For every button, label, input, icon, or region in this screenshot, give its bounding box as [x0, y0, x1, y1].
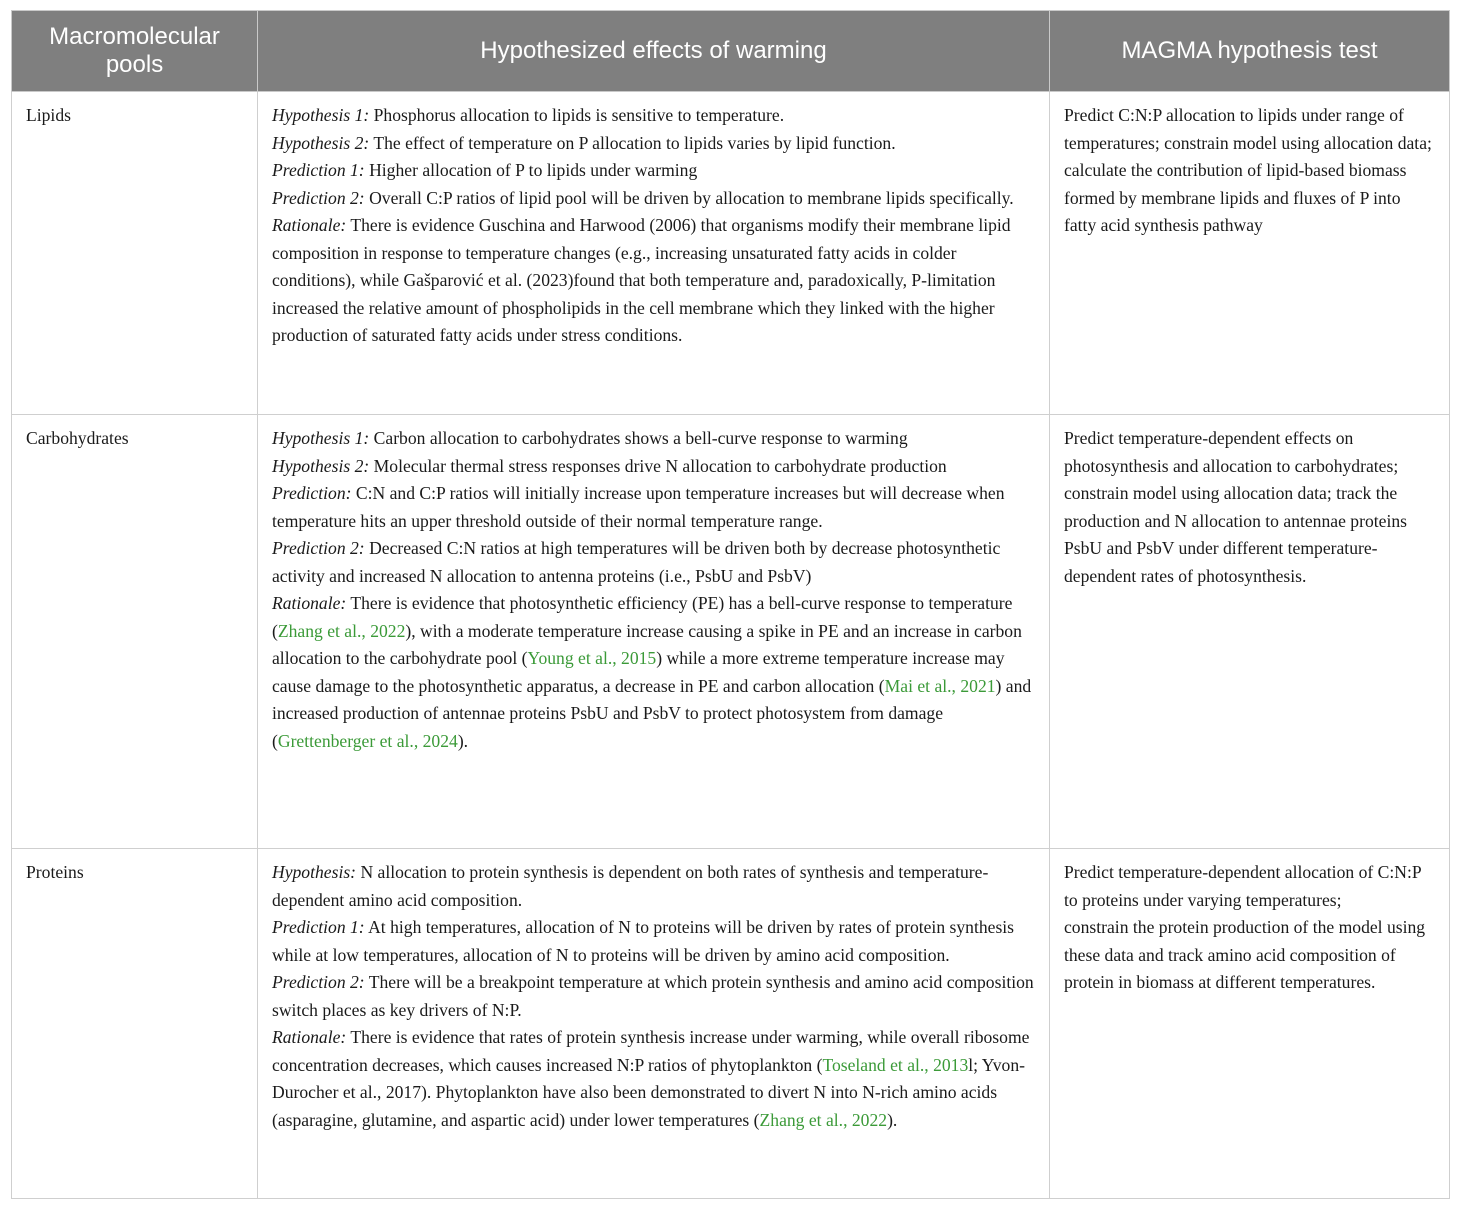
entry: Rationale: There is evidence that photosynthetic efficiency (PE) has a bell-curve response to temperature (Zhang et al., 2022), with a moderate temperature increase causing a spike in PE and an increase in carbon allocation to the carbohydrate pool (Young et al., 2015) while a more extreme temperature increase may cause damage to the photosynthetic apparatus, a decrease in PE and carbon allocation (Mai et al., 2021) and increased production of antennae proteins PsbU and PsbV to protect photosystem from damage (Grettenberger et al., 2024). [272, 593, 1032, 751]
entry: Prediction 2: Decreased C:N ratios at high temperatures will be driven both by decrease photosynthetic activity and increased N allocation to antenna proteins (i.e., PsbU and PsbV) [272, 538, 1001, 586]
entry: Prediction: C:N and C:P ratios will initially increase upon temperature increases but will decrease when temperature hits an upper threshold outside of their normal temperature range. [272, 483, 1005, 531]
test-text: Predict temperature-dependent allocation of C:N:P to proteins under varying temperatures; [1064, 862, 1421, 910]
magma-test-cell [1050, 92, 1450, 415]
entry: Rationale: There is evidence Guschina and Harwood (2006) that organisms modify their membrane lipid composition in response to temperature changes (e.g., increasing unsaturated fatty acids in colder conditions), while Gašparović et al. (2023)found that both temperature and, paradoxically, P-limitation increased the relative amount of phospholipids in the cell membrane which they linked with the higher production of saturated fatty acids under stress conditions. [272, 215, 1011, 345]
test-text: Predict temperature-dependent effects on photosynthesis and allocation to carbohydrates; constrain model using allocation data; track the production and N allocation to antennae proteins PsbU and PsbV under different temperature-dependent rates of photosynthesis. [1064, 428, 1407, 586]
pool-name: Carbohydrates [12, 415, 258, 849]
entry: Rationale: There is evidence that rates of protein synthesis increase under warming, while overall ribosome concentration decreases, which causes increased N:P ratios of phytoplankton (Toseland et al., 2013l; Yvon-Durocher et al., 2017). Phytoplankton have also been demonstrated to divert N into N-rich amino acids (asparagine, glutamine, and aspartic acid) under lower temperatures (Zhang et al., 2022). [272, 1027, 1030, 1130]
header-magma-test: MAGMA hypothesis test [1050, 11, 1450, 92]
citation-link[interactable]: Mai et al., 2021 [884, 675, 996, 696]
header-row [12, 11, 1450, 92]
citation-link[interactable]: Zhang et al., 2022 [277, 620, 406, 641]
header-macromolecular-pools: Macromolecular pools [12, 11, 258, 92]
entry: Prediction 2: There will be a breakpoint temperature at which protein synthesis and amino acid composition switch places as key drivers of N:P. [272, 972, 1034, 1020]
entry: Hypothesis 1: Phosphorus allocation to lipids is sensitive to temperature. [272, 105, 785, 125]
test-text: Predict C:N:P allocation to lipids under range of temperatures; constrain model using allocation data; calculate the contribution of lipid-based biomass formed by membrane lipids and fluxes of P into fatty acid synthesis pathway [1064, 105, 1432, 235]
table-row-lipids [12, 92, 1450, 415]
table-row-carbohydrates [12, 415, 1450, 849]
pool-name: Proteins [12, 849, 258, 1199]
pool-name: Lipids [12, 92, 258, 415]
magma-test-cell [1050, 415, 1450, 849]
test-text: constrain the protein production of the model using these data and track amino acid composition of protein in biomass at different temperatures. [1064, 917, 1426, 992]
entry: Prediction 1: At high temperatures, allocation of N to proteins will be driven by rates of protein synthesis while at low temperatures, allocation of N to proteins will be driven by amino acid composition. [272, 917, 1015, 965]
citation-link[interactable]: Grettenberger et al., 2024 [277, 730, 458, 751]
entry: Hypothesis 2: The effect of temperature on P allocation to lipids varies by lipid function. [272, 132, 896, 153]
entry: Prediction 2: Overall C:P ratios of lipid pool will be driven by allocation to membrane lipids specifically. [272, 187, 1014, 208]
effects-cell [258, 415, 1050, 849]
table-row-proteins [12, 849, 1450, 1199]
entry: Hypothesis 2: Molecular thermal stress responses drive N allocation to carbohydrate production [272, 455, 947, 476]
citation-link[interactable]: Young et al., 2015 [527, 648, 657, 668]
hypothesis-table [11, 10, 1450, 1199]
magma-test-cell [1050, 849, 1450, 1199]
effects-cell [258, 849, 1050, 1199]
effects-cell [258, 92, 1050, 415]
entry: Hypothesis 1: Carbon allocation to carbohydrates shows a bell-curve response to warming [272, 428, 908, 448]
header-hypothesized-effects: Hypothesized effects of warming [258, 11, 1050, 92]
entry: Prediction 1: Higher allocation of P to lipids under warming [272, 160, 698, 180]
citation-link[interactable]: Zhang et al., 2022 [759, 1109, 888, 1130]
citation-link[interactable]: Toseland et al., 2013 [822, 1054, 969, 1075]
entry: Hypothesis: N allocation to protein synthesis is dependent on both rates of synthesis and temperature-dependent amino acid composition. [272, 862, 989, 910]
